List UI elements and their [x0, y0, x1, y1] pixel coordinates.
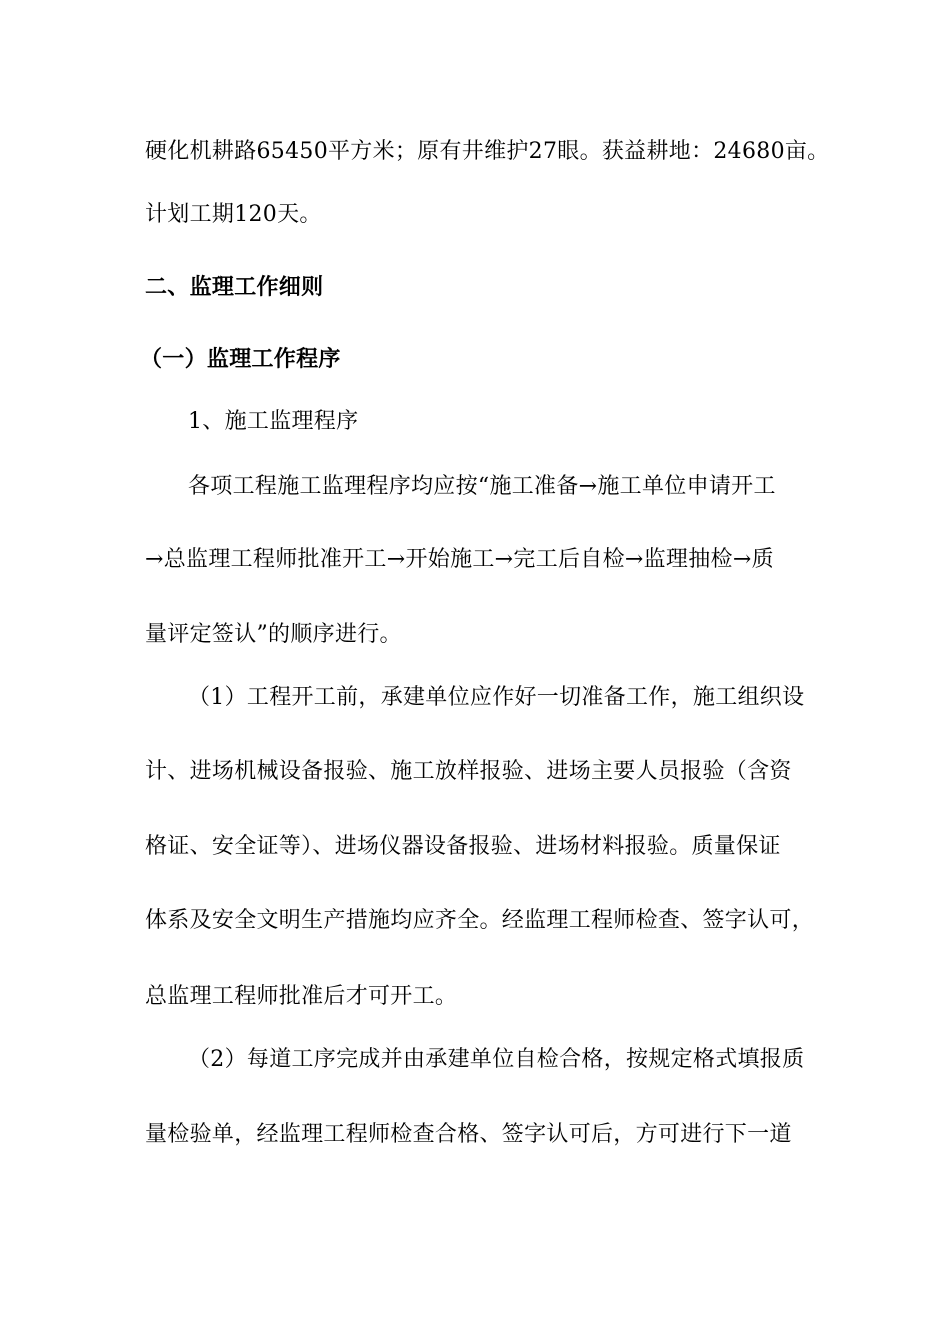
paragraph-line: 总监理工程师批准后才可开工。 [145, 984, 458, 1009]
section-heading: 二、监理工作细则 [145, 275, 324, 300]
paragraph-line: （1）工程开工前，承建单位应作好一切准备工作，施工组织设 [188, 685, 805, 710]
paragraph-line: （2）每道工序完成并由承建单位自检合格，按规定格式填报质 [188, 1047, 805, 1072]
paragraph-line: 计划工期120天。 [145, 202, 322, 227]
paragraph-line: 量检验单，经监理工程师检查合格、签字认可后，方可进行下一道 [145, 1122, 792, 1147]
paragraph-line: 计、进场机械设备报验、施工放样报验、进场主要人员报验（含资 [145, 759, 792, 784]
paragraph-line: 体系及安全文明生产措施均应齐全。经监理工程师检查、签字认可， [145, 908, 815, 933]
paragraph-line: →总监理工程师批准开工→开始施工→完工后自检→监理抽检→质 [145, 547, 774, 572]
paragraph-line: 格证、安全证等）、进场仪器设备报验、进场材料报验。质量保证 [145, 834, 781, 859]
subsection-heading: （一）监理工作程序 [140, 347, 341, 372]
item-heading: 1、施工监理程序 [188, 409, 359, 434]
paragraph-line: 硬化机耕路65450平方米；原有井维护27眼。获益耕地：24680亩。 [145, 139, 830, 164]
paragraph-line: 各项工程施工监理程序均应按“施工准备→施工单位申请开工 [188, 474, 776, 499]
paragraph-line: 量评定签认”的顺序进行。 [145, 622, 402, 647]
